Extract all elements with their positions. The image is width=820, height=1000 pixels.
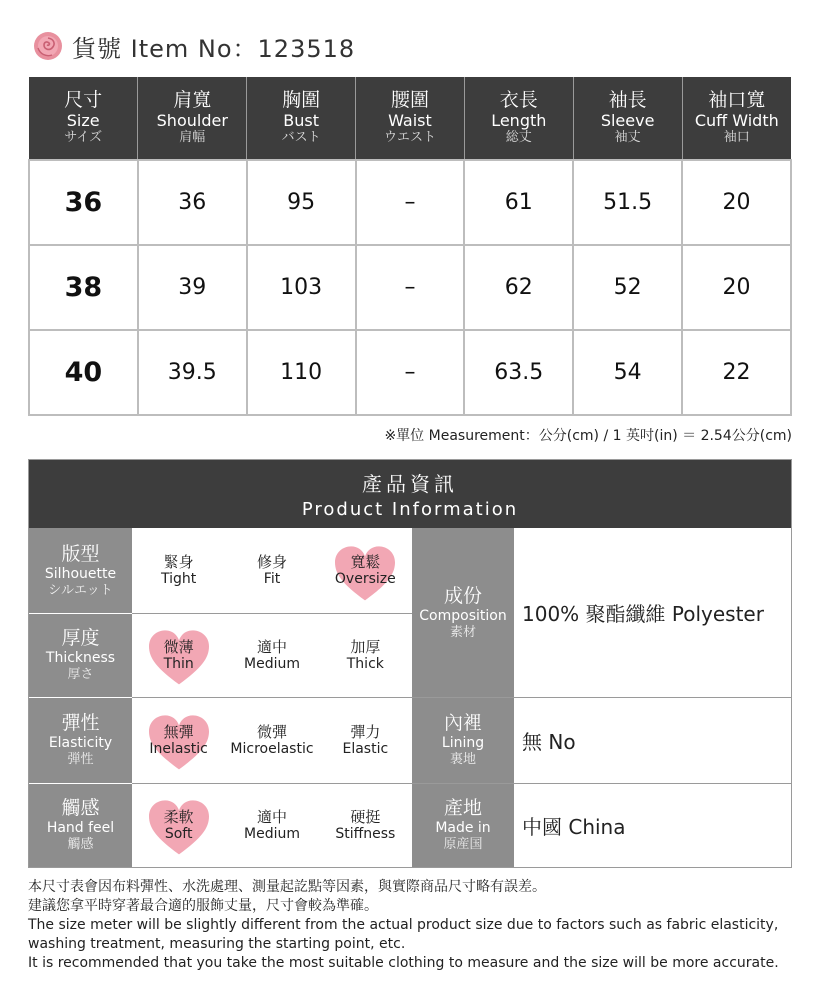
size-col-header-en: Waist (388, 111, 432, 131)
size-col-header-zh: 袖口寬 (708, 89, 766, 112)
attribute-label-zh: 版型 (61, 542, 100, 565)
attribute-option-zh: 寬鬆 (350, 553, 381, 572)
item-number: 貨號 Item No：123518 (72, 34, 356, 63)
rose-icon (32, 30, 64, 62)
size-col-header-zh: 胸圍 (282, 89, 321, 112)
attribute-option (225, 697, 318, 783)
attribute-option (319, 613, 412, 697)
detail-label-jp: 原産国 (443, 837, 483, 852)
attribute-option (319, 697, 412, 783)
size-col-header-zh: 衣長 (499, 89, 538, 112)
detail-label-en: Made in (435, 820, 491, 837)
size-value-cell: – (356, 245, 465, 330)
attribute-options (132, 783, 412, 867)
attribute-option-zh: 硬挺 (350, 807, 381, 826)
label-divider (29, 697, 132, 698)
table-row (29, 245, 791, 330)
size-col-header-zh: 袖長 (608, 89, 647, 112)
detail-value: 100% 聚酯纖維 Polyester (522, 602, 764, 626)
size-col-header-jp: 肩幅 (179, 129, 206, 145)
attribute-label (29, 783, 132, 867)
attribute-option-en: Medium (244, 655, 300, 672)
attribute-label (29, 613, 132, 697)
size-col-header (356, 77, 465, 160)
detail-label-zh: 成份 (443, 584, 482, 607)
attribute-label-zh: 厚度 (61, 627, 100, 650)
size-col-header-en: Size (66, 111, 100, 131)
attribute-option-en: Oversize (334, 571, 396, 588)
size-value-cell: 61 (464, 160, 573, 245)
detail-label-en: Composition (419, 607, 507, 624)
detail-label (412, 697, 514, 783)
product-info-header (29, 460, 791, 528)
detail-label (412, 783, 514, 867)
disclaimer-line: washing treatment, measuring the starting point, etc. (28, 936, 406, 952)
size-label-cell: 40 (29, 330, 138, 415)
attribute-label-en: Hand feel (46, 820, 115, 837)
size-value-cell: 39 (138, 245, 247, 330)
size-col-header (138, 77, 247, 160)
size-col-header (573, 77, 682, 160)
attribute-option-en: Elastic (342, 740, 389, 757)
size-value-cell: – (356, 160, 465, 245)
disclaimer-line: It is recommended that you take the most suitable clothing to measure and the size will be more accurate. (28, 955, 779, 971)
size-col-header-en: Shoulder (156, 111, 228, 131)
size-value-cell: 36 (138, 160, 247, 245)
disclaimer-line: The size meter will be slightly different from the actual product size due to factors such as fabric elasticity, (28, 917, 779, 933)
attribute-label-zh: 觸感 (61, 797, 100, 820)
product-info-title-zh: 產品資訊 (362, 472, 458, 496)
size-col-header-en: Sleeve (600, 111, 655, 131)
attribute-label (29, 697, 132, 783)
attribute-label (29, 528, 132, 613)
attribute-option-zh: 加厚 (350, 637, 381, 656)
attribute-option-zh: 緊身 (163, 553, 194, 572)
disclaimer-line: 建議您拿平時穿著最合適的服飾丈量，尺寸會較為準確。 (28, 898, 378, 914)
attribute-option (225, 613, 318, 697)
product-info-title-en: Product Information (301, 499, 519, 520)
attribute-label-en: Elasticity (48, 735, 113, 752)
attribute-option-zh: 適中 (256, 637, 287, 656)
disclaimer-line: 本尺寸表會因布料彈性、水洗處理、測量起訖點等因素，與實際商品尺寸略有誤差。 (28, 879, 546, 895)
attribute-label-jp: シルエット (48, 582, 113, 598)
size-value-cell: 20 (682, 245, 791, 330)
unit-note: ※單位 Measurement：公分(cm) / 1 英吋(in) ＝ 2.54公分(cm) (384, 428, 792, 444)
attribute-option (132, 697, 225, 783)
table-row (29, 160, 791, 245)
attribute-option-en: Thin (163, 655, 194, 672)
size-value-cell: 63.5 (464, 330, 573, 415)
label-divider (29, 783, 132, 784)
size-col-header-jp: バスト (281, 129, 321, 145)
detail-label-jp: 裏地 (449, 752, 476, 767)
size-value-cell: 62 (464, 245, 573, 330)
detail-label-zh: 產地 (443, 797, 482, 820)
size-table-header-row (29, 77, 791, 160)
size-col-header-zh: 腰圍 (390, 89, 429, 112)
label-divider (29, 613, 132, 614)
disclaimer (28, 878, 798, 973)
size-value-cell: – (356, 330, 465, 415)
detail-value: 中國 China (522, 814, 626, 839)
attribute-option-zh: 無彈 (163, 722, 194, 741)
detail-label-zh: 內裡 (443, 712, 482, 735)
attribute-options (132, 613, 412, 697)
detail-label-en: Lining (441, 735, 485, 752)
size-col-header-zh: 尺寸 (64, 89, 103, 112)
size-label-cell: 38 (29, 245, 138, 330)
attribute-label-en: Thickness (45, 650, 116, 667)
size-value-cell: 110 (247, 330, 356, 415)
size-value-cell: 54 (573, 330, 682, 415)
detail-label-jp: 素材 (449, 624, 476, 640)
attribute-label-jp: 觸感 (67, 837, 94, 852)
attribute-option-zh: 柔軟 (163, 807, 194, 826)
size-col-header (29, 77, 138, 160)
row-divider (29, 697, 791, 698)
size-col-header-zh: 肩寬 (173, 89, 212, 112)
size-col-header-jp: 袖丈 (614, 129, 641, 145)
attribute-option-zh: 彈力 (350, 722, 381, 741)
size-table-body (29, 160, 791, 415)
attribute-option-en: Thick (346, 655, 384, 672)
attribute-option-en: Medium (244, 825, 300, 842)
row-divider (29, 783, 791, 784)
detail-value: 無 No (522, 729, 576, 754)
size-value-cell: 51.5 (573, 160, 682, 245)
attribute-label-jp: 弾性 (67, 752, 94, 767)
size-col-header-jp: ウエスト (383, 129, 436, 145)
size-col-header-jp: サイズ (64, 129, 103, 145)
attribute-option (225, 783, 318, 867)
size-col-header (464, 77, 573, 160)
attribute-options (132, 697, 412, 783)
size-value-cell: 22 (682, 330, 791, 415)
attribute-option-en: Inelastic (149, 740, 208, 757)
attribute-option-zh: 微彈 (256, 722, 287, 741)
size-col-header-jp: 袖口 (723, 129, 750, 145)
size-table (28, 77, 792, 416)
table-row (29, 330, 791, 415)
attribute-option (132, 528, 225, 613)
size-col-header-en: Cuff Width (694, 111, 779, 131)
size-value-cell: 103 (247, 245, 356, 330)
attribute-option (132, 783, 225, 867)
attribute-option-en: Tight (161, 571, 197, 588)
size-col-header (682, 77, 791, 160)
attribute-option-en: Soft (164, 825, 193, 842)
attribute-option-zh: 微薄 (163, 637, 194, 656)
size-col-header (247, 77, 356, 160)
size-label-cell: 36 (29, 160, 138, 245)
size-value-cell: 95 (247, 160, 356, 245)
attribute-option-en: Fit (263, 571, 281, 588)
size-col-header-en: Bust (283, 111, 319, 131)
size-col-header-en: Length (491, 111, 547, 131)
attribute-label-en: Silhouette (44, 565, 117, 582)
size-value-cell: 20 (682, 160, 791, 245)
attribute-option-zh: 修身 (256, 553, 287, 572)
attribute-option-en: Stiffness (335, 825, 396, 842)
attribute-options (132, 528, 412, 613)
row-divider (132, 613, 412, 614)
attribute-label-zh: 彈性 (61, 712, 100, 735)
item-header (32, 28, 355, 64)
attribute-option (225, 528, 318, 613)
detail-label (412, 528, 514, 697)
attribute-label-jp: 厚さ (67, 667, 94, 682)
attribute-option-en: Microelastic (230, 740, 314, 757)
attribute-option (132, 613, 225, 697)
size-value-cell: 39.5 (138, 330, 247, 415)
size-col-header-jp: 総丈 (505, 129, 532, 145)
attribute-option-zh: 適中 (256, 807, 287, 826)
product-info-body (29, 528, 791, 867)
attribute-option (319, 783, 412, 867)
product-info-panel (28, 459, 792, 868)
attribute-option (319, 528, 412, 613)
size-value-cell: 52 (573, 245, 682, 330)
